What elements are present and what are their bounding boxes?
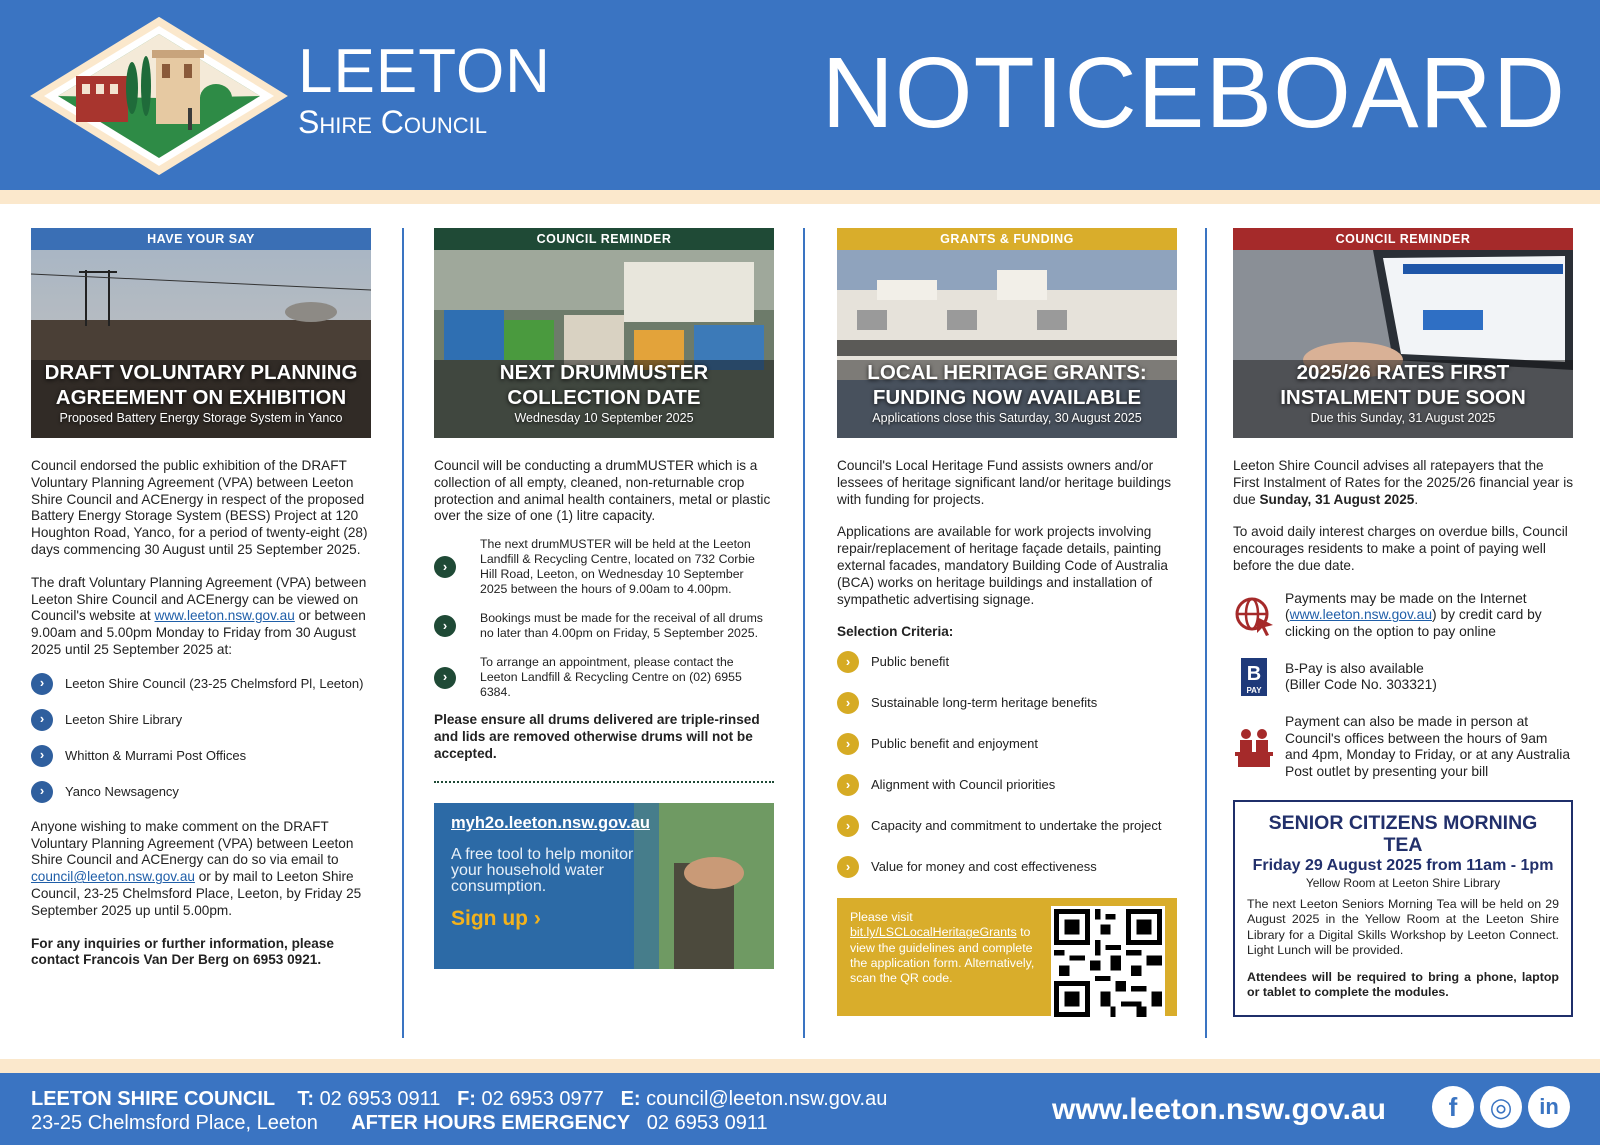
list-item: › Public benefit and enjoyment [837, 731, 1177, 757]
list-item: › Whitton & Murrami Post Offices [31, 745, 371, 767]
chevron-right-icon: › [434, 615, 456, 637]
list-item: › Leeton Shire Library [31, 709, 371, 731]
website-link[interactable]: www.leeton.nsw.gov.au [154, 608, 295, 624]
senior-title: SENIOR CITIZENS MORNING TEA [1268, 812, 1538, 857]
svg-text:PAY: PAY [1246, 686, 1262, 696]
footer-contact-line: LEETON SHIRE COUNCIL T: 02 6953 0911 F: 02 6953 0977 E: council@leeton.nsw.gov.au [31, 1088, 888, 1110]
footer [0, 1073, 1600, 1145]
hero-rates [1233, 250, 1573, 438]
footer-website[interactable]: www.leeton.nsw.gov.au [1052, 1093, 1386, 1126]
footer-strip [0, 1059, 1600, 1073]
grants-link[interactable]: bit.ly/LSCLocalHeritageGrants [850, 925, 1017, 940]
pay-in-person [1233, 714, 1573, 780]
footer-address: 23-25 Chelmsford Place, Leeton [31, 1112, 318, 1134]
column-drummuster [434, 228, 774, 969]
footer-email[interactable]: council@leeton.nsw.gov.au [646, 1088, 888, 1110]
vpa-paragraph-1: Council endorsed the public exhibition of the DRAFT Voluntary Planning Agreement (VPA) between Leeton Shire Council and ACEnergy in respect of the proposed Battery Energy Storage System (BESS) Project at 120 Houghton Road, Yanco, for a period of twenty-eight (28) days commencing 30 August until 25 September 2025. [31, 458, 368, 557]
footer-emergency-phone[interactable]: 02 6953 0911 [646, 1112, 768, 1134]
list-item: › Sustainable long-term heritage benefits [837, 690, 1177, 716]
hero-title: LOCAL HERITAGE GRANTS: FUNDING NOW AVAILABLE [867, 361, 1147, 409]
heritage-paragraph-2: Applications are available for work projects involving repair/replacement of heritage façade details, painting external facades, mandatory Building Code of Australia (BCA) works on heritage buildings and installation of sympathetic advertising signage. [837, 524, 1168, 607]
drummuster-body [434, 458, 774, 969]
column-have-your-say [31, 228, 371, 969]
column-divider [1205, 228, 1207, 1038]
section-tag: HAVE YOUR SAY [31, 228, 371, 250]
column-heritage-grants [837, 228, 1177, 1016]
bpay-icon [1233, 656, 1275, 698]
list-item: › To arrange an appointment, please contact the Leeton Landfill & Recycling Centre on (02) 6955 6384. [434, 655, 774, 700]
hero-subtitle: Applications close this Saturday, 30 August 2025 [872, 411, 1142, 425]
senior-location: Yellow Room at Leeton Shire Library [1305, 876, 1501, 891]
pay-online [1233, 591, 1573, 641]
payment-link[interactable]: www.leeton.nsw.gov.au [1289, 607, 1433, 623]
email-link[interactable]: council@leeton.nsw.gov.au [31, 869, 195, 885]
chevron-right-icon: › [434, 667, 456, 689]
rates-paragraph-1: Leeton Shire Council advises all ratepayers that the First Instalment of Rates for the 2025/26 financial year is due Sunday, 31 August 2025. [1233, 458, 1574, 507]
myh2o-link[interactable]: myh2o.leeton.nsw.gov.au [451, 813, 650, 832]
brand-line1: LEETON [298, 37, 551, 106]
column-divider [803, 228, 805, 1038]
instagram-icon[interactable]: ◎ [1480, 1086, 1522, 1128]
column-rates [1233, 228, 1573, 1017]
pay-bpay [1233, 656, 1573, 698]
footer-org: LEETON SHIRE COUNCIL [31, 1088, 276, 1110]
list-item: › Capacity and commitment to undertake the project [837, 813, 1177, 839]
heritage-paragraph-1: Council's Local Heritage Fund assists owners and/or lessees of heritage significant land/or heritage buildings with funding for projects. [837, 458, 1172, 507]
chevron-right-icon: › [837, 733, 859, 755]
rates-body [1233, 458, 1573, 1017]
page-title: NOTICEBOARD [821, 37, 1566, 149]
hero-drummuster [434, 250, 774, 438]
svg-text:B: B [1246, 663, 1262, 686]
myh2o-banner[interactable] [434, 803, 774, 969]
globe-cursor-icon [1233, 595, 1275, 637]
chevron-right-icon: › [31, 745, 53, 767]
location-list [31, 673, 371, 803]
senior-note: Attendees will be required to bring a phone, laptop or tablet to complete the modules. [1247, 970, 1559, 1000]
header-strip [0, 190, 1600, 204]
footer-fax: 02 6953 0977 [481, 1088, 604, 1110]
facebook-icon[interactable]: f [1432, 1086, 1474, 1128]
footer-phone[interactable]: 02 6953 0911 [319, 1088, 441, 1110]
brand-line2: Shire Council [298, 104, 488, 140]
dotted-divider [434, 781, 774, 783]
hero-subtitle: Wednesday 10 September 2025 [514, 411, 694, 425]
pay-in-person-text: Payment can also be made in person at Council's offices between the hours of 9am and 4pm, Monday to Friday, or at any Australia Post outlet by presenting your bill [1285, 714, 1571, 779]
hero-title: NEXT DRUMMUSTER COLLECTION DATE [499, 361, 709, 409]
vpa-contact: For any inquiries or further information, please contact Francois Van Der Berg on 6953 0921. [31, 935, 334, 968]
chevron-right-icon: › [31, 709, 53, 731]
list-item: › Value for money and cost effectiveness [837, 854, 1177, 880]
footer-address-line [31, 1111, 768, 1135]
chevron-right-icon: › [837, 856, 859, 878]
sign-up-button[interactable]: Sign up › [451, 906, 541, 930]
chevron-right-icon: › [434, 556, 456, 578]
chevron-right-icon: › [837, 774, 859, 796]
chevron-right-icon: › [837, 692, 859, 714]
section-tag: COUNCIL REMINDER [434, 228, 774, 250]
list-item: › Alignment with Council priorities [837, 772, 1177, 798]
list-item: › Leeton Shire Council (23-25 Chelmsford Pl, Leeton) [31, 673, 371, 695]
chevron-right-icon: › [837, 815, 859, 837]
list-item: › Bookings must be made for the receival of all drums no later than 4.00pm on Friday, 5 September 2025. [434, 611, 774, 641]
chevron-right-icon: › [31, 781, 53, 803]
senior-description: The next Leeton Seniors Morning Tea will be held on 29 August 2025 in the Yellow Room at the Leeton Shire Library for a Digital Skills Workshop by Leeton Connect. Light Lunch will be provided. [1247, 897, 1559, 957]
council-logo [28, 16, 290, 176]
hero-vpa [31, 250, 371, 438]
section-tag: GRANTS & FUNDING [837, 228, 1177, 250]
drummuster-paragraph-1: Council will be conducting a drumMUSTER which is a collection of all empty, cleaned, non-returnable crop protection and animal health containers, metal or plastic over the size of one (1) litre capacity. [434, 458, 771, 524]
vpa-body [31, 458, 371, 969]
chevron-right-icon: › [31, 673, 53, 695]
hero-subtitle: Due this Sunday, 31 August 2025 [1310, 411, 1496, 425]
myh2o-tagline: A free tool to help monitor your household water consumption. [451, 845, 634, 895]
hero-title: 2025/26 RATES FIRST INSTALMENT DUE SOON [1280, 361, 1526, 409]
council-name [298, 37, 551, 140]
vpa-paragraph-2: The draft Voluntary Planning Agreement (VPA) between Leeton Shire Council and ACEnergy can be viewed on Council's website at www.leeton.nsw.gov.au or between 9.00am and 5.00pm Monday to Friday from 30 August 2025 until 25 September 2025 at: [31, 574, 367, 657]
senior-morning-tea-box [1233, 800, 1573, 1016]
qr-code[interactable] [1051, 906, 1165, 1020]
list-item: › Public benefit [837, 649, 1177, 675]
list-item: › The next drumMUSTER will be held at the Leeton Landfill & Recycling Centre, located on 732 Corbie Hill Road, Leeton, on Wednesday 10 September 2025 between the hours of 9.00am to 4.00pm. [434, 537, 774, 597]
bpay-text: B-Pay is also available (Biller Code No. 303321) [1285, 660, 1437, 693]
linkedin-icon[interactable]: in [1528, 1086, 1570, 1128]
grant-info-box [837, 898, 1177, 1016]
column-divider [402, 228, 404, 1038]
hero-title: DRAFT VOLUNTARY PLANNING AGREEMENT ON EXHIBITION [44, 361, 358, 409]
footer-emergency-label: AFTER HOURS EMERGENCY [351, 1112, 631, 1134]
list-item: › Yanco Newsagency [31, 781, 371, 803]
criteria-list [837, 649, 1177, 880]
rates-paragraph-2: To avoid daily interest charges on overdue bills, Council encourages residents to make a point of paying well before the due date. [1233, 524, 1568, 573]
heritage-body [837, 458, 1177, 1016]
drummuster-warning: Please ensure all drums delivered are triple-rinsed and lids are removed otherwise drums will not be accepted. [434, 712, 760, 761]
pay-online-text: Payments may be made on the Internet (www.leeton.nsw.gov.au) by credit card by clicking on the option to pay online [1285, 590, 1542, 639]
hero-heritage [837, 250, 1177, 438]
grant-instructions: Please visit bit.ly/LSCLocalHeritageGrants to view the guidelines and complete the application form. Alternatively, scan the QR code. [850, 910, 1035, 986]
chevron-right-icon: › [837, 651, 859, 673]
criteria-heading: Selection Criteria: [837, 624, 954, 640]
hero-subtitle: Proposed Battery Energy Storage System in Yanco [59, 411, 343, 425]
counter-icon [1233, 726, 1275, 768]
senior-date: Friday 29 August 2025 from 11am - 1pm [1252, 857, 1554, 875]
vpa-paragraph-3: Anyone wishing to make comment on the DRAFT Voluntary Planning Agreement (VPA) between Leeton Shire Council and ACEnergy can do so via email to council@leeton.nsw.gov.au or by mail to Leeton Shire Council, 23-25 Chelmsford Place, Leeton, by Friday 25 September 2025 up until 5.00pm. [31, 818, 362, 918]
header [0, 0, 1600, 190]
section-tag: COUNCIL REMINDER [1233, 228, 1573, 250]
